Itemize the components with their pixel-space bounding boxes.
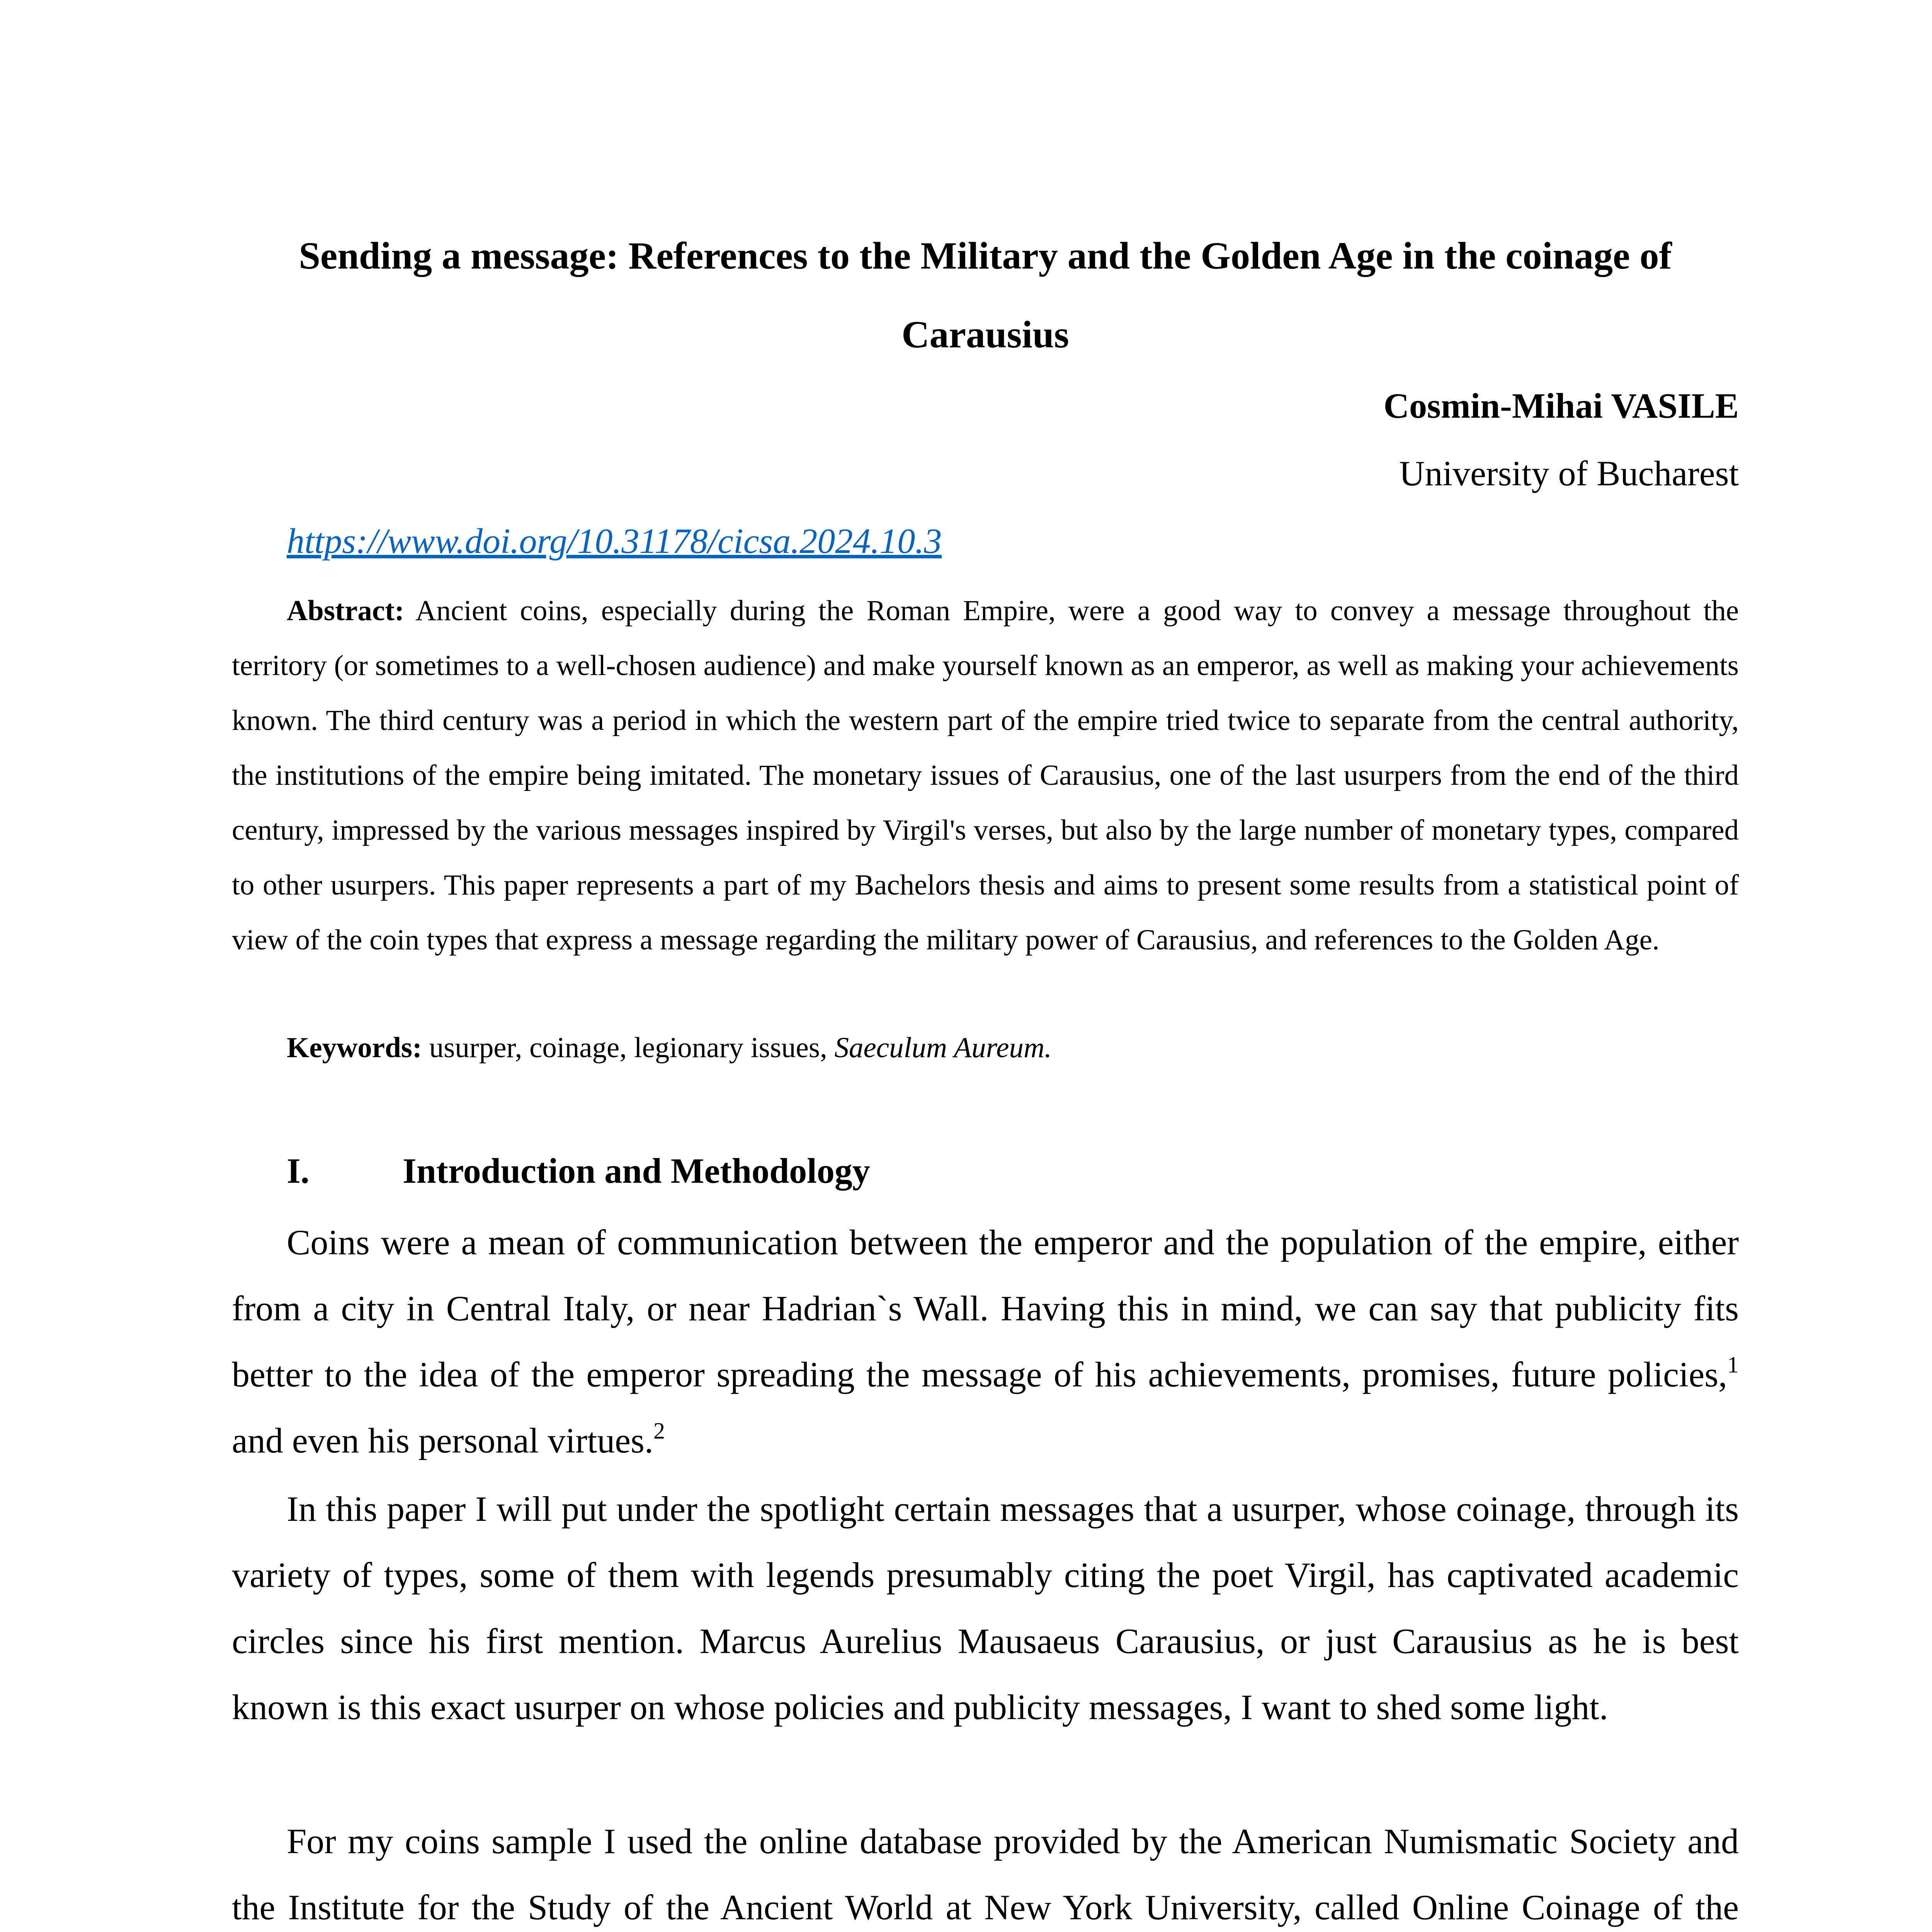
footnote-ref-1[interactable]: 1 [1727,1352,1739,1378]
paragraph-3-text: For my coins sample I used the online database provided by the American Numismatic Society and the Institute for the Study of the Ancient World at New York University, called Online Coinage of the [232,1821,1739,1927]
body-paragraph-3 [232,1808,1739,1932]
paper-title: Sending a message: References to the Military and the Golden Age in the coinage of Carausius [299,234,1672,356]
abstract-label: Abstract: [287,595,405,627]
keywords-label: Keywords: [287,1032,422,1064]
body-paragraph-1 [232,1209,1739,1474]
footnote-ref-2[interactable]: 2 [653,1418,665,1444]
author-name: Cosmin-Mihai VASILE [1383,386,1739,425]
keywords-text: usurper, coinage, legionary issues, [429,1032,827,1064]
section-title: Introduction and Methodology [403,1151,870,1190]
keywords [232,1025,1739,1071]
body-paragraph-2: In this paper I will put under the spotlight certain messages that a usurper, whose coinage, through its variety of types, some of them with legends presumably citing the poet Virgil, has captivated academic circles since his first mention. Marcus Aurelius Mausaeus Carausius, or just Carausius as he is best known is this exact usurper on whose policies and publicity messages, I want to shed some light. [232,1489,1739,1727]
abstract [232,583,1739,968]
section-heading [287,1148,870,1194]
keywords-italic-term: Saeculum Aureum. [834,1032,1052,1064]
paragraph-1-text: Coins were a mean of communication between the emperor and the population of the empire, either from a city in Central Italy, or near Hadrian`s Wall. Having this in mind, we can say that publicity fits better to the idea of the emperor spreading the message of his achievements, promises, future policies, [232,1223,1739,1394]
section-number: I. [287,1151,310,1190]
author-affiliation: University of Bucharest [1399,454,1739,493]
abstract-text: Ancient coins, especially during the Roman Empire, were a good way to convey a message throughout the territory (or sometimes to a well-chosen audience) and make yourself known as an emperor, as well as making your achievements known. The third century was a period in which the western part of the empire tried twice to separate from the central authority, the institutions of the empire being imitated. The monetary issues of Carausius, one of the last usurpers from the end of the third century, impressed by the various messages inspired by Virgil's verses, but also by the large number of monetary types, compared to other usurpers. This paper represents a part of my Bachelors thesis and aims to present some results from a statistical point of view of the coin types that express a message regarding the military power of Carausius, and references to the Golden Age. [232,595,1739,956]
doi-link[interactable]: https://www.doi.org/10.31178/cicsa.2024.10.3 [287,521,942,561]
paragraph-1-continuation: and even his personal virtues. [232,1421,653,1460]
